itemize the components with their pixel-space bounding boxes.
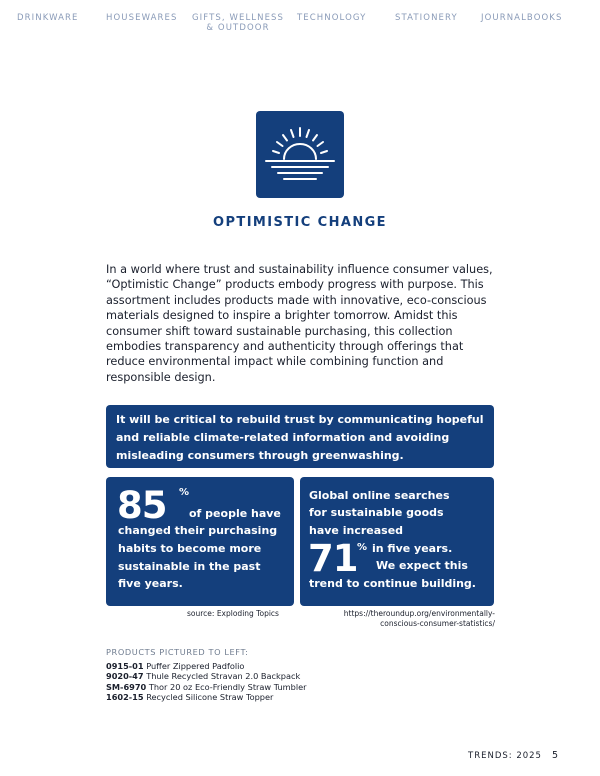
product-name: Thule Recycled Stravan 2.0 Backpack (146, 671, 301, 682)
product-name: Thor 20 oz Eco-Friendly Straw Tumbler (148, 681, 307, 692)
product-sku: 0915-01 (106, 661, 144, 672)
nav-drinkware[interactable]: DRINKWARE (17, 13, 79, 23)
products-heading: PRODUCTS PICTURED TO LEFT: (106, 647, 249, 657)
stat-text-line: of people have (189, 507, 281, 520)
nav-housewares[interactable]: HOUSEWARES (106, 13, 178, 23)
page-footer (468, 750, 558, 761)
stat-number: 85 (117, 484, 167, 527)
source-citation-right[interactable]: https://theroundup.org/environmentally-conscious-consumer-statistics/ (343, 609, 495, 628)
stat-text-line: sustainable in the past (118, 560, 261, 573)
nav-journalbooks[interactable]: JOURNALBOOKS (481, 13, 563, 23)
product-item (106, 692, 307, 702)
stat-unit: % (179, 487, 190, 498)
stat-text-line: Global online searches (309, 489, 450, 502)
products-list (106, 647, 307, 702)
product-name: Recycled Silicone Straw Topper (146, 691, 274, 702)
source-citation-left: source: Exploding Topics (187, 609, 279, 618)
sunrise-icon (256, 111, 344, 198)
nav-stationery[interactable]: STATIONERY (395, 13, 458, 23)
footer-label: TRENDS: 2025 (468, 751, 542, 761)
product-item (106, 682, 307, 692)
stat-text-line: in five years. (372, 542, 453, 555)
stat-text-line: trend to continue building. (309, 577, 476, 590)
category-nav (0, 13, 600, 43)
product-sku: 1602-15 (106, 691, 144, 702)
product-item (106, 661, 307, 671)
stat-text-line: We expect this (376, 559, 468, 572)
intro-paragraph: In a world where trust and sustainability influence consumer values, “Optimistic Change” products embody progress with purpose. This assortment includes products made with innovative, eco-conscious materials designed to inspire a brighter tomorrow. Amidst this consumer shift toward sustainable purchasing, this collection embodies transparency and authenticity through offerings that reduce environmental impact while combining function and responsible design. (106, 263, 493, 384)
product-sku: 9020-47 (106, 671, 144, 682)
product-name: Puffer Zippered Padfolio (146, 661, 245, 672)
product-item (106, 671, 307, 681)
stat-text-line: changed their purchasing (118, 524, 278, 537)
callout-box: It will be critical to rebuild trust by communicating hopeful and reliable climate-related information and avoiding misleading consumers through greenwashing. (106, 405, 494, 468)
stat-text-line: five years. (118, 577, 183, 590)
nav-gifts-wellness-outdoor[interactable]: GIFTS, WELLNESS & OUTDOOR (191, 13, 285, 33)
stat-text-line: have increased (309, 524, 404, 537)
stat-card-71 (300, 477, 494, 606)
page-number: 5 (551, 750, 559, 761)
stat-text-line: for sustainable goods (309, 506, 444, 519)
theme-logo (256, 111, 344, 198)
stat-text-line: habits to become more (118, 542, 262, 555)
product-sku: SM-6970 (106, 681, 147, 692)
stat-number: 71 (308, 537, 358, 580)
stat-card-85 (106, 477, 294, 606)
section-title: OPTIMISTIC CHANGE (213, 215, 387, 230)
nav-technology[interactable]: TECHNOLOGY (297, 13, 367, 23)
stat-unit: % (357, 542, 368, 553)
